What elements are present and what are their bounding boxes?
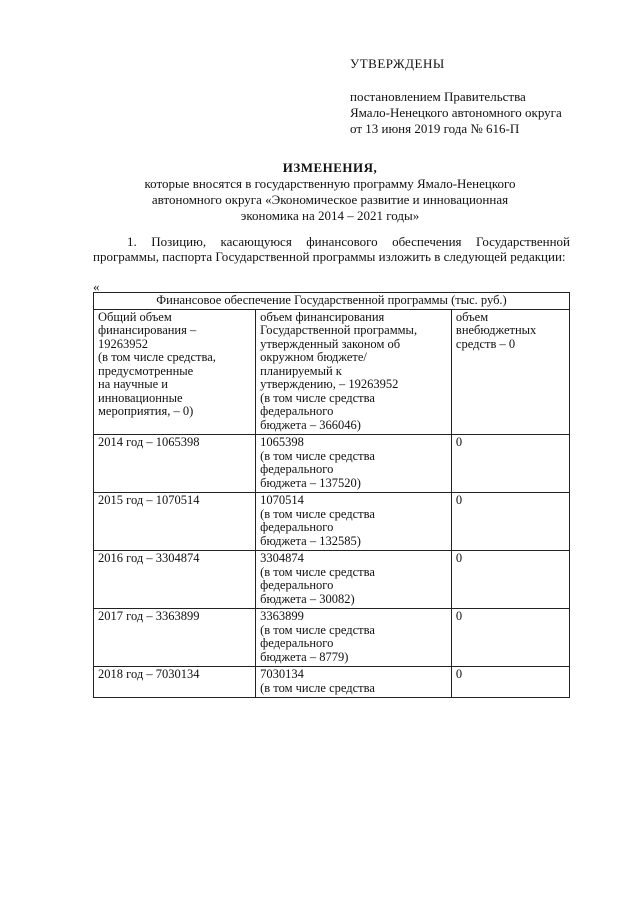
approval-line: постановлением Правительства bbox=[350, 89, 526, 104]
intro-paragraph: 1. Позицию, касающуюся финансового обеспечения Государственной программы, паспорта Государственной программы изложить в следующей редакции: bbox=[93, 234, 570, 264]
cell-line: предусмотренные bbox=[98, 363, 194, 378]
cell-line: Государственной программы, bbox=[260, 323, 418, 337]
year-extrabudget-cell: 0 bbox=[451, 609, 569, 667]
cell-line: федерального bbox=[260, 578, 334, 592]
cell-line: бюджета – 366046) bbox=[260, 417, 361, 432]
document-title: ИЗМЕНЕНИЯ, bbox=[282, 160, 378, 175]
cell-line: утверждению, – 19263952 bbox=[260, 377, 399, 391]
cell-line: федерального bbox=[260, 462, 334, 476]
financing-table bbox=[93, 292, 570, 698]
approval-block bbox=[350, 56, 610, 137]
year-program-amount-cell bbox=[256, 667, 452, 698]
table-row bbox=[94, 609, 570, 667]
cell-line: (в том числе средства, bbox=[98, 350, 216, 364]
year-extrabudget-cell: 0 bbox=[451, 551, 569, 609]
approval-line: от 13 июня 2019 года № 616-П bbox=[350, 121, 520, 136]
year-program-amount-cell bbox=[256, 493, 452, 551]
year-extrabudget-cell: 0 bbox=[451, 667, 569, 698]
opening-quote: « bbox=[93, 279, 100, 294]
cell-line: федерального bbox=[260, 404, 334, 418]
year-total-cell: 2014 год – 1065398 bbox=[94, 435, 256, 493]
year-total-cell: 2017 год – 3363899 bbox=[94, 609, 256, 667]
table-row bbox=[94, 667, 570, 698]
table-header-cell: Финансовое обеспечение Государственной программы (тыс. руб.) bbox=[94, 293, 570, 310]
cell-line: бюджета – 132585) bbox=[260, 533, 361, 548]
cell-line: планируемый к bbox=[260, 363, 342, 378]
approval-line: Ямало-Ненецкого автономного округа bbox=[350, 105, 562, 120]
program-financing-cell bbox=[256, 309, 452, 435]
cell-line: (в том числе средства bbox=[260, 390, 375, 405]
cell-line: внебюджетных bbox=[455, 323, 537, 337]
cell-line: 3363899 bbox=[260, 609, 304, 623]
document-subtitle-line: автономного округа «Экономическое развитие и инновационная bbox=[151, 192, 509, 207]
cell-line: (в том числе средства bbox=[260, 622, 375, 637]
total-financing-cell bbox=[94, 309, 256, 435]
year-total-cell: 2018 год – 7030134 bbox=[94, 667, 256, 698]
cell-line: 3304874 bbox=[260, 551, 304, 565]
year-total-cell: 2016 год – 3304874 bbox=[94, 551, 256, 609]
cell-line: 1070514 bbox=[260, 493, 304, 507]
cell-line: мероприятия, – 0) bbox=[98, 404, 194, 418]
cell-line: (в том числе средства bbox=[260, 506, 375, 521]
cell-line: (в том числе средства bbox=[260, 680, 375, 695]
cell-line: 19263952 bbox=[98, 336, 148, 351]
cell-line: 1065398 bbox=[260, 435, 304, 449]
year-extrabudget-cell: 0 bbox=[451, 493, 569, 551]
year-extrabudget-cell: 0 bbox=[451, 435, 569, 493]
table-header-row bbox=[94, 293, 570, 310]
table-summary-row bbox=[94, 309, 570, 435]
document-subtitle-line: которые вносятся в государственную программу Ямало-Ненецкого bbox=[144, 176, 516, 191]
document-title-block bbox=[90, 160, 570, 224]
year-program-amount-cell bbox=[256, 435, 452, 493]
extrabudget-cell bbox=[451, 309, 569, 435]
table-row bbox=[94, 435, 570, 493]
cell-line: средств – 0 bbox=[455, 336, 516, 351]
cell-line: 7030134 bbox=[260, 667, 304, 681]
year-program-amount-cell bbox=[256, 551, 452, 609]
cell-line: на научные и bbox=[98, 377, 168, 391]
document-subtitle-line: экономика на 2014 – 2021 годы» bbox=[240, 208, 420, 223]
year-program-amount-cell bbox=[256, 609, 452, 667]
year-total-cell: 2015 год – 1070514 bbox=[94, 493, 256, 551]
cell-line: бюджета – 8779) bbox=[260, 649, 349, 664]
table-row bbox=[94, 551, 570, 609]
cell-line: бюджета – 137520) bbox=[260, 475, 361, 490]
cell-line: федерального bbox=[260, 520, 334, 534]
cell-line: инновационные bbox=[98, 390, 183, 405]
cell-line: объем bbox=[455, 309, 489, 324]
cell-line: объем финансирования bbox=[260, 309, 385, 324]
cell-line: Общий объем bbox=[98, 309, 172, 324]
cell-line: бюджета – 30082) bbox=[260, 591, 355, 606]
approval-heading: УТВЕРЖДЕНЫ bbox=[350, 56, 445, 71]
cell-line: (в том числе средства bbox=[260, 448, 375, 463]
cell-line: окружном бюджете/ bbox=[260, 350, 367, 364]
cell-line: федерального bbox=[260, 636, 334, 650]
cell-line: финансирования – bbox=[98, 323, 197, 337]
cell-line: (в том числе средства bbox=[260, 564, 375, 579]
cell-line: утвержденный законом об bbox=[260, 336, 401, 351]
table-row bbox=[94, 493, 570, 551]
